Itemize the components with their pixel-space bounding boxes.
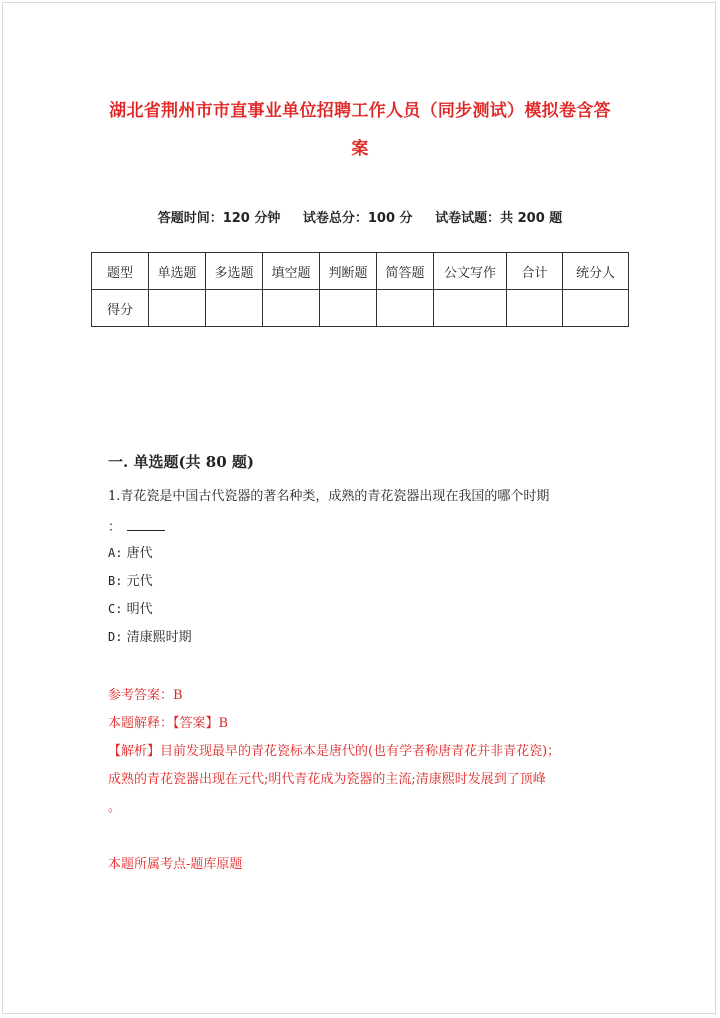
section-title: 一. 单选题(共 80 题) bbox=[108, 453, 254, 471]
score-table-score-row bbox=[92, 290, 629, 327]
header-cell-total: 合计 bbox=[507, 253, 563, 290]
score-cell bbox=[434, 290, 507, 327]
analysis-text: 【解析】目前发现最早的青花瓷标本是唐代的(也有学者称唐青花并非青花瓷)； bbox=[108, 744, 561, 759]
document-title: 湖北省荆州市市直事业单位招聘工作人员（同步测试）模拟卷含答 bbox=[109, 101, 611, 121]
score-cell bbox=[563, 290, 629, 327]
answer-blank bbox=[127, 518, 165, 531]
score-cell bbox=[149, 290, 206, 327]
header-cell-multiple-choice: 多选题 bbox=[206, 253, 263, 290]
score-cell bbox=[377, 290, 434, 327]
option-text: 唐代 bbox=[126, 546, 153, 561]
exam-total-score: 试卷总分：100 分 bbox=[302, 211, 413, 226]
question-stem: 1.青花瓷是中国古代瓷器的著名种类，成熟的青花瓷器出现在我国的哪个时期 bbox=[108, 489, 550, 504]
document-title-continued: 案 bbox=[351, 139, 369, 159]
score-cell bbox=[263, 290, 320, 327]
header-cell-type: 题型 bbox=[92, 253, 149, 290]
analysis-text-continued: 成熟的青花瓷器出现在元代;明代青花成为瓷器的主流;清康熙时发展到了顶峰 bbox=[108, 772, 546, 787]
option-letter: A: bbox=[108, 546, 123, 560]
option-c bbox=[108, 598, 153, 617]
header-cell-single-choice: 单选题 bbox=[149, 253, 206, 290]
option-text: 元代 bbox=[126, 574, 153, 589]
exam-time: 答题时间：120 分钟 bbox=[157, 211, 281, 226]
option-letter: C: bbox=[108, 602, 123, 616]
header-cell-official-writing: 公文写作 bbox=[434, 253, 507, 290]
exam-total-questions: 试卷试题：共 200 题 bbox=[435, 211, 563, 226]
score-cell bbox=[320, 290, 377, 327]
score-table bbox=[91, 252, 629, 327]
header-cell-true-false: 判断题 bbox=[320, 253, 377, 290]
exam-info bbox=[0, 207, 720, 226]
header-cell-short-answer: 简答题 bbox=[377, 253, 434, 290]
option-letter: B: bbox=[108, 574, 123, 588]
score-row-label: 得分 bbox=[92, 290, 149, 327]
explanation-heading: 本题解释：【答案】B bbox=[108, 716, 229, 731]
score-table-header-row bbox=[92, 253, 629, 290]
option-b bbox=[108, 570, 153, 589]
header-cell-scorer: 统分人 bbox=[563, 253, 629, 290]
score-cell bbox=[206, 290, 263, 327]
score-cell bbox=[507, 290, 563, 327]
analysis-text-end: 。 bbox=[108, 800, 122, 815]
header-cell-fill-blank: 填空题 bbox=[263, 253, 320, 290]
option-text: 明代 bbox=[126, 602, 153, 617]
question-stem-colon: ： bbox=[108, 520, 122, 535]
option-a bbox=[108, 542, 153, 561]
reference-answer: 参考答案：B bbox=[108, 688, 183, 703]
question-source: 本题所属考点-题库原题 bbox=[108, 857, 243, 872]
option-text: 清康熙时期 bbox=[126, 630, 192, 645]
option-d bbox=[108, 626, 192, 645]
option-letter: D: bbox=[108, 630, 123, 644]
question-stem-continued bbox=[108, 516, 618, 535]
